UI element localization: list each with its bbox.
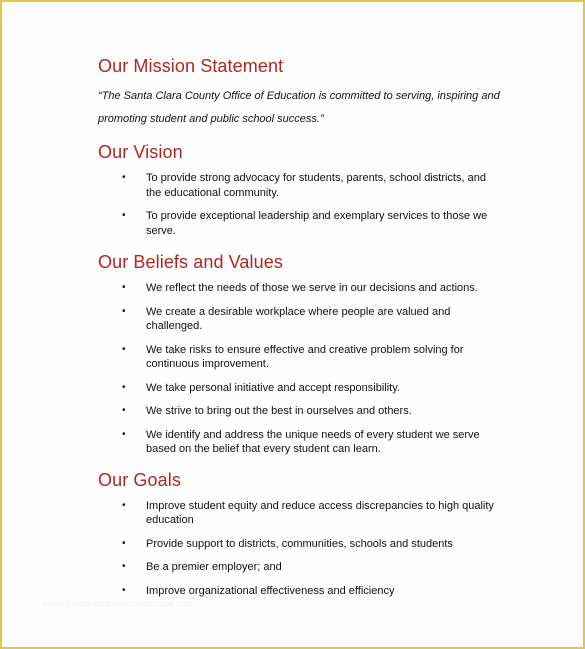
goals-list (98, 499, 538, 599)
mission-statement-line-2: promoting student and public school success.” (98, 113, 324, 125)
vision-list (98, 171, 538, 238)
bullet-icon: • (122, 428, 126, 440)
bullet-icon: • (122, 405, 126, 416)
list-item (98, 404, 496, 419)
list-item-text: To provide strong advocacy for students, parents, school districts, and the educational community. (146, 172, 486, 199)
bullet-icon: • (122, 584, 126, 596)
goals-section (98, 468, 538, 599)
bullet-icon: • (122, 282, 126, 293)
bullet-icon: • (122, 343, 126, 355)
list-item-text: Improve organizational effectiveness and efficiency (146, 584, 395, 597)
list-item (98, 584, 496, 599)
bullet-icon: • (122, 499, 126, 511)
bullet-icon: • (122, 172, 126, 183)
list-item-text: We identify and address the unique needs of every student we serve based on the belief that every student can learn. (146, 428, 480, 455)
vision-section (98, 140, 538, 238)
list-item (98, 381, 496, 396)
bullet-icon: • (122, 210, 126, 221)
list-item-text: Improve student equity and reduce access discrepancies to high quality education (146, 499, 494, 526)
list-item-text: We strive to bring out the best in ourselves and others. (146, 405, 412, 417)
beliefs-heading: Our Beliefs and Values (98, 252, 283, 272)
list-item (98, 209, 496, 238)
mission-heading: Our Mission Statement (98, 56, 284, 76)
mission-statement-line-1: “The Santa Clara County Office of Education is committed to serving, inspiring and (98, 90, 500, 102)
goals-heading: Our Goals (98, 469, 181, 490)
list-item-text: Be a premier employer; and (146, 561, 282, 573)
list-item-text: Provide support to districts, communities, schools and students (146, 537, 453, 550)
list-item (98, 281, 496, 296)
list-item-text: We take personal initiative and accept responsibility. (146, 381, 400, 394)
watermark: www.freeprintablehomeacoge.com (42, 599, 196, 610)
list-item-text: To provide exceptional leadership and exemplary services to those we serve. (146, 210, 488, 237)
list-item (98, 305, 496, 334)
list-item-text: We take risks to ensure effective and creative problem solving for continuous improvement. (146, 343, 464, 370)
bullet-icon: • (122, 305, 126, 317)
list-item (98, 560, 496, 575)
mission-statement (98, 85, 538, 131)
bullet-icon: • (122, 537, 126, 549)
beliefs-list (98, 281, 538, 457)
list-item (98, 537, 496, 552)
list-item (98, 343, 496, 372)
list-item (98, 171, 496, 200)
list-item (98, 428, 496, 457)
beliefs-section (98, 250, 538, 457)
list-item-text: We create a desirable workplace where people are valued and challenged. (146, 305, 451, 332)
bullet-icon: • (122, 381, 126, 393)
list-item (98, 499, 496, 528)
mission-section (98, 54, 538, 131)
vision-heading: Our Vision (98, 142, 183, 162)
document-page (98, 54, 538, 598)
bullet-icon: • (122, 561, 126, 572)
list-item-text: We reflect the needs of those we serve in our decisions and actions. (146, 282, 478, 294)
